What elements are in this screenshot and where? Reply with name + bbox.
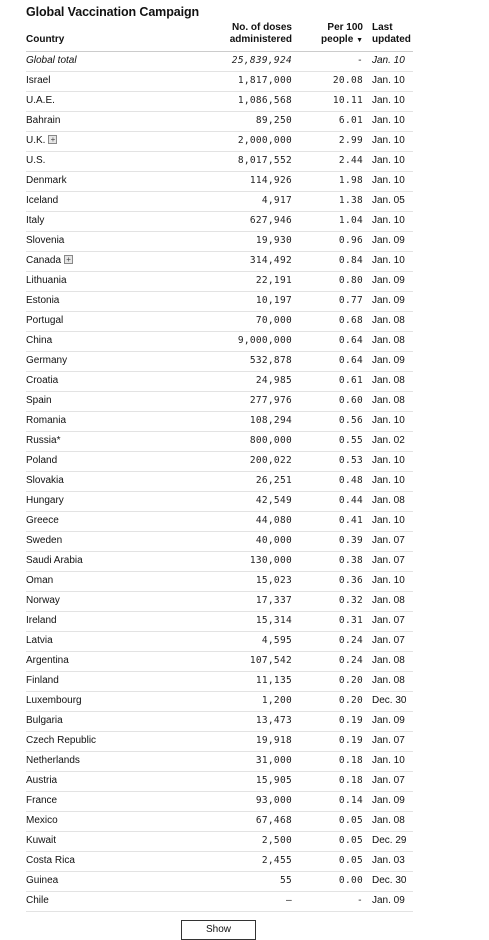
cell-country [26,235,64,246]
cell-doses: 4,917 [261,195,292,206]
cell-last-updated: Jan. 10 [372,755,405,766]
expand-icon[interactable]: + [48,135,57,144]
cell-doses: 11,135 [255,675,292,686]
cell-doses: 108,294 [249,415,292,426]
cell-per100: 0.61 [338,375,363,386]
cell-doses: 10,197 [255,295,292,306]
cell-doses: 4,595 [261,635,292,646]
cell-doses: 42,549 [255,495,292,506]
table-row [26,272,413,292]
cell-last-updated: Jan. 10 [372,175,405,186]
cell-per100: 0.20 [338,675,363,686]
cell-country [26,355,67,366]
table-row [26,232,413,252]
cell-per100: 10.11 [332,95,363,106]
country-name: Argentina [26,655,69,666]
country-name: Germany [26,355,68,366]
cell-last-updated: Jan. 10 [372,55,405,66]
cell-last-updated: Jan. 07 [372,535,405,546]
cell-doses: 24,985 [255,375,292,386]
table-row [26,392,413,412]
country-name: U.A.E. [26,95,55,106]
cell-country [26,55,77,66]
cell-last-updated: Jan. 08 [372,315,405,326]
table-header [26,22,413,52]
cell-per100: 0.00 [338,875,363,886]
cell-per100: 0.05 [338,835,363,846]
cell-doses: 800,000 [249,435,292,446]
cell-last-updated: Jan. 10 [372,95,405,106]
cell-country [26,135,57,146]
country-name: Slovenia [26,235,65,246]
country-name: China [26,335,53,346]
cell-per100: 0.24 [338,655,363,666]
cell-doses: 2,000,000 [237,135,292,146]
cell-last-updated: Jan. 09 [372,355,405,366]
cell-per100: 0.36 [338,575,363,586]
cell-last-updated: Jan. 09 [372,235,405,246]
cell-doses: 114,926 [249,175,292,186]
table-row [26,312,413,332]
table-row [26,72,413,92]
table-row [26,172,413,192]
cell-country [26,95,55,106]
table-row [26,352,413,372]
cell-per100: 1.98 [338,175,363,186]
country-name: Romania [26,415,67,426]
cell-per100: 0.05 [338,815,363,826]
cell-last-updated: Jan. 09 [372,295,405,306]
cell-last-updated: Jan. 02 [372,435,405,446]
cell-country [26,775,57,786]
table-row [26,852,413,872]
table-row [26,552,413,572]
table-row [26,792,413,812]
cell-per100: 0.41 [338,515,363,526]
cell-per100: 0.14 [338,795,363,806]
header-per100-line2: people [321,34,354,45]
header-doses-line1: No. of doses [231,22,292,33]
table-row [26,612,413,632]
cell-doses: 31,000 [255,755,292,766]
table-row [26,372,413,392]
country-name: Russia* [26,435,61,446]
cell-per100: 0.77 [338,295,363,306]
cell-doses: 26,251 [255,475,292,486]
cell-last-updated: Jan. 10 [372,415,405,426]
country-name: U.K. [26,135,46,146]
country-name: Lithuania [26,275,67,286]
table-row [26,572,413,592]
cell-country [26,795,57,806]
cell-country [26,495,64,506]
table-row [26,92,413,112]
cell-doses: 67,468 [255,815,292,826]
cell-country [26,675,59,686]
table-row [26,832,413,852]
cell-doses: 93,000 [255,795,292,806]
cell-doses: 44,080 [255,515,292,526]
cell-country [26,855,75,866]
cell-doses: 40,000 [255,535,292,546]
cell-last-updated: Jan. 07 [372,735,405,746]
country-name: Iceland [26,195,59,206]
cell-per100: 0.24 [338,635,363,646]
cell-last-updated: Jan. 03 [372,855,405,866]
cell-per100: 0.32 [338,595,363,606]
cell-last-updated: Jan. 10 [372,255,405,266]
header-country[interactable]: Country [26,34,65,45]
cell-per100: 1.38 [338,195,363,206]
table-row [26,652,413,672]
cell-last-updated: Jan. 09 [372,275,405,286]
table-body [26,51,413,912]
cell-last-updated: Jan. 08 [372,595,405,606]
cell-doses: 19,930 [255,235,292,246]
cell-country [26,895,49,906]
sort-descending-icon: ▼ [356,37,363,44]
table-row [26,712,413,732]
table-row [26,772,413,792]
cell-doses: 532,878 [249,355,292,366]
table-row [26,592,413,612]
cell-per100: 0.20 [338,695,363,706]
country-name: Costa Rica [26,855,75,866]
cell-per100: 0.31 [338,615,363,626]
table-row [26,452,413,472]
cell-doses: 13,473 [255,715,292,726]
table-row [26,512,413,532]
country-name: Italy [26,215,45,226]
cell-per100: 0.19 [338,715,363,726]
country-name: Poland [26,455,58,466]
country-name: Mexico [26,815,58,826]
cell-country [26,395,52,406]
country-name: Hungary [26,495,64,506]
cell-doses: 627,946 [249,215,292,226]
cell-per100: 0.19 [338,735,363,746]
table-row [26,672,413,692]
cell-last-updated: Jan. 10 [372,575,405,586]
table-row [26,132,413,152]
cell-last-updated: Dec. 30 [372,695,407,706]
cell-last-updated: Jan. 10 [372,75,405,86]
cell-doses: 314,492 [249,255,292,266]
cell-per100: 0.18 [338,755,363,766]
cell-per100: 0.44 [338,495,363,506]
country-name: Oman [26,575,54,586]
cell-country [26,575,53,586]
cell-country [26,215,44,226]
cell-doses: 22,191 [255,275,292,286]
country-name: Denmark [26,175,67,186]
cell-last-updated: Jan. 08 [372,335,405,346]
cell-country [26,695,82,706]
cell-last-updated: Jan. 07 [372,775,405,786]
cell-per100: 0.18 [338,775,363,786]
cell-per100: - [356,55,363,66]
cell-per100: 0.68 [338,315,363,326]
country-name: Croatia [26,375,59,386]
cell-last-updated: Jan. 08 [372,375,405,386]
cell-doses: 89,250 [255,115,292,126]
cell-last-updated: Jan. 07 [372,635,405,646]
header-last-line2: updated [372,34,411,45]
cell-last-updated: Jan. 10 [372,155,405,166]
cell-last-updated: Jan. 09 [372,715,405,726]
country-name: Sweden [26,535,63,546]
cell-per100: 0.96 [338,235,363,246]
cell-last-updated: Jan. 10 [372,115,405,126]
cell-country [26,435,60,446]
cell-country [26,635,53,646]
country-name: U.S. [26,155,46,166]
country-name: Israel [26,75,51,86]
country-name: Global total [26,55,77,66]
country-name: Czech Republic [26,735,97,746]
cell-country [26,555,83,566]
table-row [26,692,413,712]
table-row [26,152,413,172]
country-name: Saudi Arabia [26,555,83,566]
table-row [26,412,413,432]
table-row [26,752,413,772]
country-name: Chile [26,895,49,906]
country-name: Spain [26,395,52,406]
cell-country [26,315,63,326]
cell-last-updated: Jan. 08 [372,655,405,666]
country-name: Kuwait [26,835,57,846]
cell-last-updated: Jan. 08 [372,495,405,506]
cell-doses: 2,455 [261,855,292,866]
country-name: Norway [26,595,60,606]
table-row [26,532,413,552]
cell-country [26,595,60,606]
table-row [26,472,413,492]
cell-per100: 0.60 [338,395,363,406]
cell-country [26,335,52,346]
cell-last-updated: Dec. 30 [372,875,407,886]
cell-country [26,535,62,546]
table-row [26,292,413,312]
cell-doses: 130,000 [249,555,292,566]
cell-last-updated: Jan. 10 [372,135,405,146]
cell-doses: 1,200 [261,695,292,706]
cell-country [26,255,73,266]
cell-doses: – [285,895,292,906]
table-row [26,212,413,232]
cell-country [26,415,66,426]
cell-country [26,715,63,726]
cell-per100: 0.39 [338,535,363,546]
cell-country [26,735,96,746]
table-row [26,632,413,652]
cell-doses: 17,337 [255,595,292,606]
cell-country [26,835,56,846]
table-row [26,252,413,272]
table-row [26,872,413,892]
cell-country [26,475,64,486]
country-name: Netherlands [26,755,80,766]
cell-per100: 0.05 [338,855,363,866]
header-doses[interactable] [176,22,292,46]
cell-country [26,175,67,186]
cell-country [26,815,58,826]
cell-doses: 107,542 [249,655,292,666]
cell-country [26,375,58,386]
cell-country [26,115,60,126]
cell-country [26,875,58,886]
cell-last-updated: Jan. 08 [372,675,405,686]
cell-last-updated: Jan. 10 [372,475,405,486]
cell-country [26,75,50,86]
country-name: Guinea [26,875,59,886]
country-name: Bulgaria [26,715,63,726]
country-name: Latvia [26,635,53,646]
cell-country [26,195,58,206]
cell-doses: 15,905 [255,775,292,786]
cell-last-updated: Jan. 09 [372,895,405,906]
cell-per100: 2.44 [338,155,363,166]
show-more-button[interactable]: Show [181,920,256,940]
header-last-updated[interactable] [372,22,411,46]
cell-country [26,655,69,666]
cell-doses: 55 [279,875,292,886]
cell-last-updated: Dec. 29 [372,835,407,846]
cell-country [26,515,59,526]
cell-doses: 1,817,000 [237,75,292,86]
cell-per100: 1.04 [338,215,363,226]
cell-country [26,275,67,286]
cell-country [26,755,80,766]
country-name: Bahrain [26,115,61,126]
cell-per100: 0.64 [338,335,363,346]
cell-doses: 2,500 [261,835,292,846]
cell-per100: 0.48 [338,475,363,486]
cell-doses: 277,976 [249,395,292,406]
cell-last-updated: Jan. 08 [372,815,405,826]
cell-last-updated: Jan. 07 [372,615,405,626]
header-last-line1: Last [372,22,393,33]
table-row [26,112,413,132]
total-row [26,52,413,72]
cell-country [26,615,57,626]
header-per100-line1: Per 100 [327,22,363,33]
cell-per100: 0.80 [338,275,363,286]
cell-doses: 19,918 [255,735,292,746]
table-row [26,892,413,912]
cell-per100: 0.56 [338,415,363,426]
cell-per100: 6.01 [338,115,363,126]
cell-per100: 0.53 [338,455,363,466]
table-title: Global Vaccination Campaign [26,5,200,19]
table-row [26,332,413,352]
cell-per100: - [356,895,363,906]
country-name: Austria [26,775,58,786]
header-per100[interactable] [296,22,363,47]
country-name: Estonia [26,295,60,306]
cell-last-updated: Jan. 10 [372,215,405,226]
cell-per100: 0.55 [338,435,363,446]
table-row [26,812,413,832]
cell-doses: 1,086,568 [237,95,292,106]
cell-doses: 9,000,000 [237,335,292,346]
cell-doses: 8,017,552 [237,155,292,166]
cell-per100: 0.84 [338,255,363,266]
cell-doses: 15,314 [255,615,292,626]
cell-country [26,295,59,306]
country-name: Luxembourg [26,695,82,706]
table-row [26,492,413,512]
cell-country [26,155,45,166]
cell-last-updated: Jan. 09 [372,795,405,806]
cell-per100: 0.64 [338,355,363,366]
cell-last-updated: Jan. 08 [372,395,405,406]
cell-per100: 2.99 [338,135,363,146]
country-name: Slovakia [26,475,64,486]
table-row [26,192,413,212]
country-name: Ireland [26,615,57,626]
table-row [26,432,413,452]
country-name: Greece [26,515,59,526]
cell-per100: 0.38 [338,555,363,566]
cell-country [26,455,57,466]
header-doses-line2: administered [229,34,292,45]
cell-doses: 25,839,924 [231,55,292,66]
cell-last-updated: Jan. 10 [372,455,405,466]
expand-icon[interactable]: + [64,255,73,264]
cell-doses: 70,000 [255,315,292,326]
country-name: Finland [26,675,59,686]
cell-per100: 20.08 [332,75,363,86]
cell-doses: 15,023 [255,575,292,586]
cell-doses: 200,022 [249,455,292,466]
country-name: Portugal [26,315,64,326]
cell-last-updated: Jan. 07 [372,555,405,566]
country-name: France [26,795,58,806]
country-name: Canada [26,255,62,266]
cell-last-updated: Jan. 05 [372,195,405,206]
table-row [26,732,413,752]
cell-last-updated: Jan. 10 [372,515,405,526]
